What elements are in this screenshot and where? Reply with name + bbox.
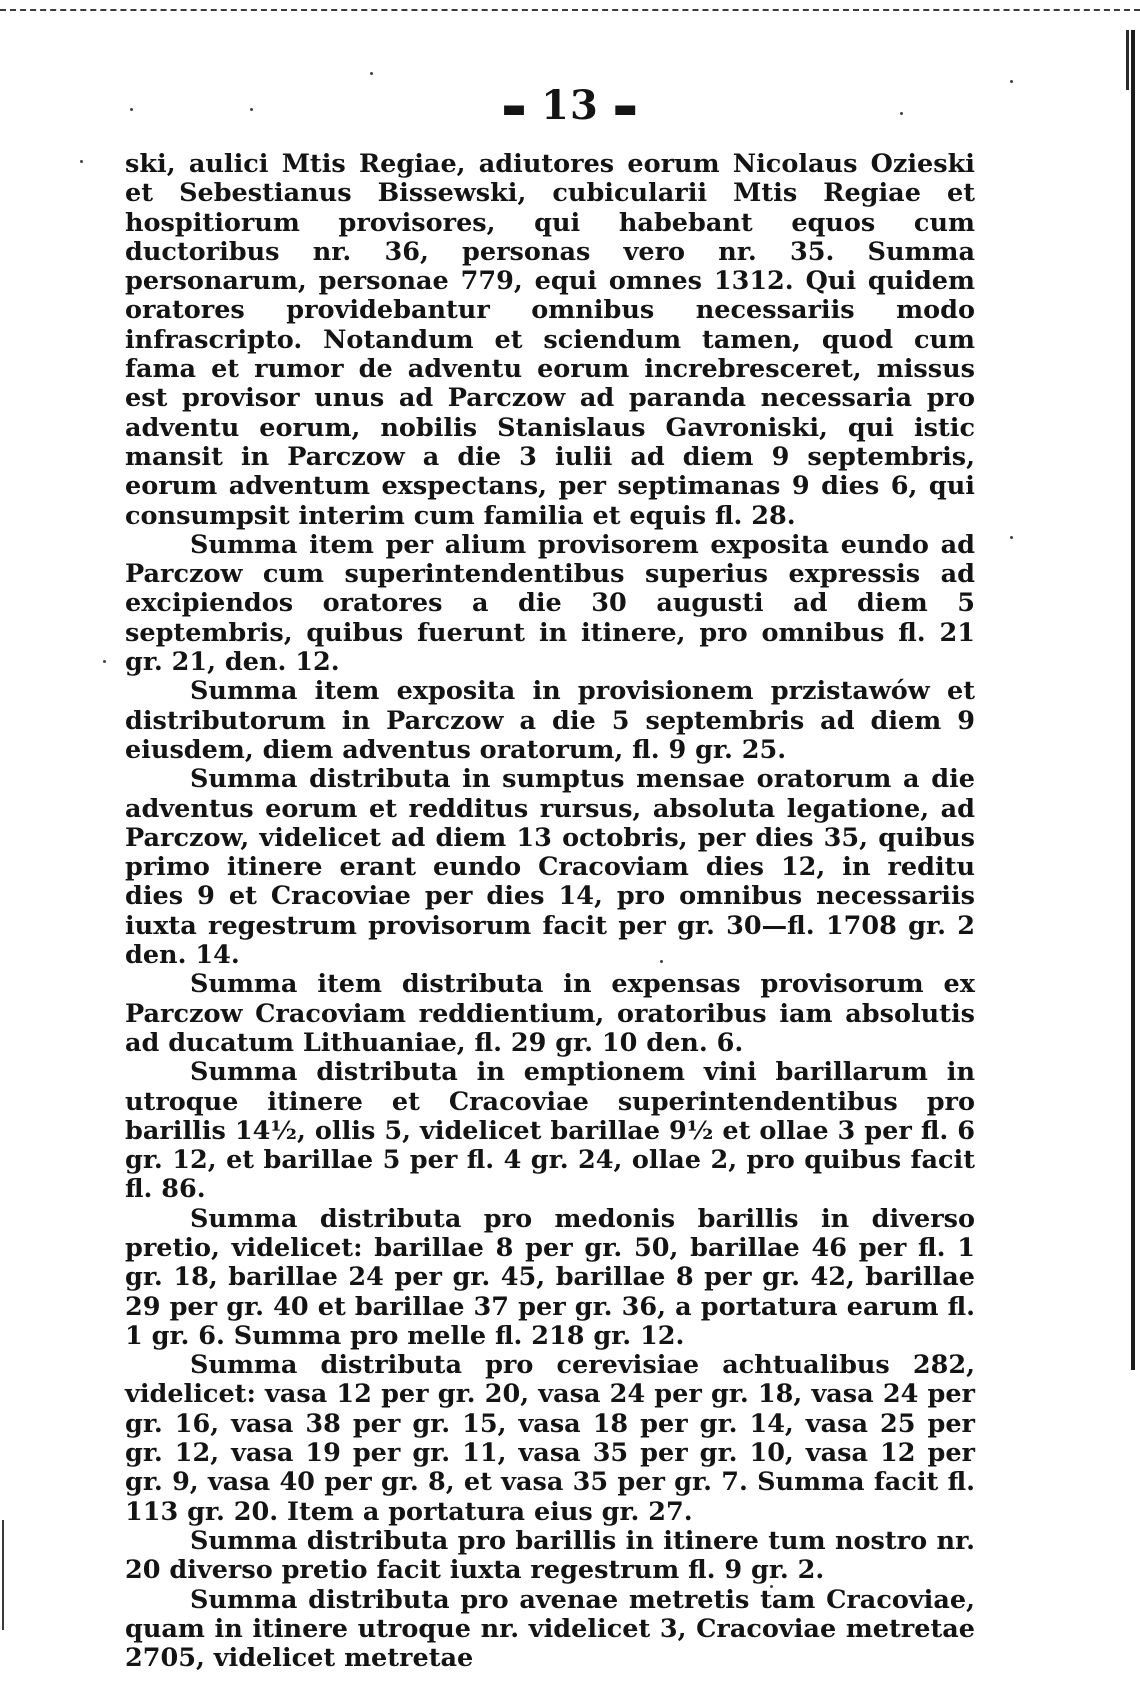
speck [103, 660, 106, 663]
page-body [125, 150, 975, 1673]
page-header [0, 80, 1140, 135]
paragraph: Summa distributa in emptionem vini barillarum in utroque itinere et Cracoviae superintendentibus pro barillis 14½, ollis 5, videlicet barillae 9½ et ollae 3 per fl. 6 gr. 12, et barillae 5 per fl. 4 gr. 24, ollae 2, pro quibus facit fl. 86. [125, 1057, 975, 1205]
paragraph: Summa item distributa in expensas provisorum ex Parczow Cracoviam reddientium, oratoribus iam absolutis ad ducatum Lithuaniae, fl. 29 gr. 10 den. 6. [125, 969, 975, 1058]
speck [1010, 536, 1013, 539]
right-page-edge [1131, 30, 1135, 1370]
paragraph: Summa item per alium provisorem exposita eundo ad Parczow cum superintendentibus superius expressis ad excipiendos oratores a die 30 augusti ad diem 5 septembris, quibus fuerunt in itinere, pro omnibus fl. 21 gr. 21, den. 12. [125, 529, 975, 678]
left-page-edge [2, 1520, 4, 1630]
paragraph: Summa item exposita in provisionem przistawów et distributorum in Parczow a die 5 septembris ad diem 9 eiusdem, diem adventus oratorum, fl. 9 gr. 25. [125, 676, 975, 765]
paragraph: Summa distributa pro avenae metretis tam Cracoviae, quam in itinere utroque nr. videlicet 3, Cracoviae metretae 2705, videlicet metretae [125, 1584, 975, 1674]
paragraph: Summa distributa pro barillis in itinere tum nostro nr. 20 diverso pretio facit iuxta regestrum fl. 9 gr. 2. [125, 1525, 975, 1586]
paragraph: Summa distributa in sumptus mensae oratorum a die adventus eorum et redditus rursus, absoluta legatione, ad Parczow, videlicet ad diem 13 octobris, per dies 35, quibus primo itinere erant eundo Cracoviam dies 12, in reditu dies 9 et Cracoviae per dies 14, pro omnibus necessariis iuxta regestrum provisorum facit per gr. 30—fl. 1708 gr. 2 den. 14. [125, 764, 975, 971]
page-number: 13 [541, 82, 599, 129]
paragraph: Summa distributa pro cerevisiae achtualibus 282, videlicet: vasa 12 per gr. 20, vasa 24 per gr. 18, vasa 24 per gr. 16, vasa 38 per gr. 15, vasa 18 per gr. 14, vasa 25 per gr. 12, vasa 19 per gr. 11, vasa 35 per gr. 10, vasa 12 per gr. 9, vasa 40 per gr. 8, et vasa 35 per gr. 7. Summa facit fl. 113 gr. 20. Item a portatura eius gr. 27. [125, 1350, 975, 1527]
paragraph: ski, aulici Mtis Regiae, adiutores eorum Nicolaus Ozieski et Sebestianus Bissewski, cubicularii Mtis Regiae et hospitiorum provisores, qui habebant equos cum ductoribus nr. 36, personas vero nr. 35. Summa personarum, personae 779, equi omnes 1312. Qui quidem oratores providebantur omnibus necessariis modo infrascripto. Notandum et sciendum tamen, quod cum fama et rumor de adventu eorum increbresceret, missus est provisor unus ad Parczow ad paranda necessaria pro adventu eorum, nobilis Stanislaus Gavroniski, qui istic mansit in Parczow a die 3 iulii ad diem 9 septembris, eorum adventum exspectans, per septimanas 9 dies 6, qui consumpsit interim cum familia et equis fl. 28. [125, 149, 975, 531]
speck [370, 72, 373, 75]
top-border-rule [0, 9, 1140, 11]
header-ornament-right: ▬ [612, 94, 639, 124]
speck [80, 160, 83, 163]
paragraph: Summa distributa pro medonis barillis in diverso pretio, videlicet: barillae 8 per gr. 50, barillae 46 per fl. 1 gr. 18, barillae 24 per gr. 45, barillae 8 per gr. 42, barillae 29 per gr. 40 et barillae 37 per gr. 36, a portatura earum fl. 1 gr. 6. Summa pro melle fl. 218 gr. 12. [125, 1203, 975, 1351]
header-ornament-left: ▬ [501, 94, 528, 124]
